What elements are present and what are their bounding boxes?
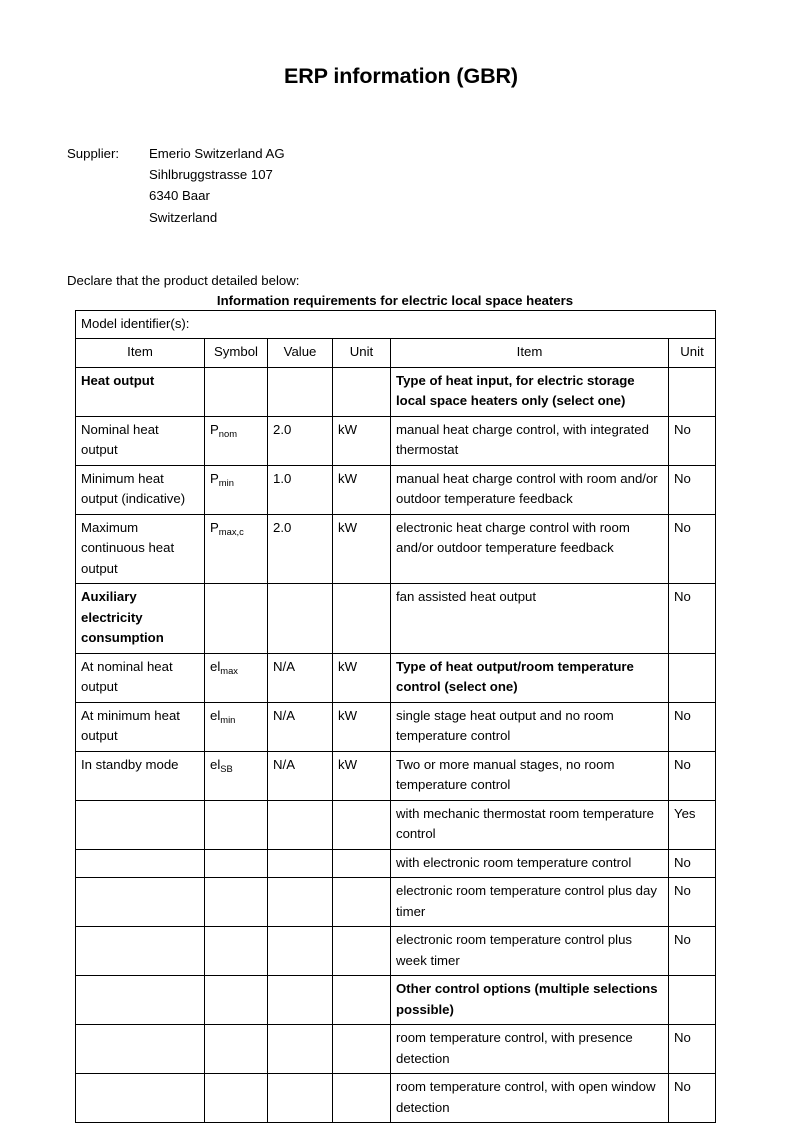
cell-item: In standby mode (76, 751, 205, 800)
table-row (76, 849, 716, 878)
cell-symbol (205, 976, 268, 1025)
cell-item-2: with electronic room temperature control (391, 849, 669, 878)
cell-item (76, 1025, 205, 1074)
cell-item-2: Other control options (multiple selections possible) (391, 976, 669, 1025)
cell-item-2: room temperature control, with presence detection (391, 1025, 669, 1074)
table-row (76, 584, 716, 654)
cell-value (268, 927, 333, 976)
cell-symbol: $P_{nom}$ (205, 416, 268, 465)
cell-unit-2: No (669, 702, 716, 751)
cell-unit-2: No (669, 751, 716, 800)
cell-symbol (205, 367, 268, 416)
cell-item-2: manual heat charge control with room and/or outdoor temperature feedback (391, 465, 669, 514)
cell-value: N/A (268, 751, 333, 800)
cell-item-2: manual heat charge control, with integrated thermostat (391, 416, 669, 465)
cell-symbol (205, 584, 268, 654)
table-header-row (76, 339, 716, 368)
cell-item: Nominal heat output (76, 416, 205, 465)
table-row (76, 927, 716, 976)
cell-item (76, 849, 205, 878)
cell-item-2: with mechanic thermostat room temperature control (391, 800, 669, 849)
supplier-label: Supplier: (67, 146, 120, 161)
cell-value (268, 1074, 333, 1123)
cell-item-2: room temperature control, with open window detection (391, 1074, 669, 1123)
declaration-text: Declare that the product detailed below: (67, 273, 300, 288)
table-row (76, 416, 716, 465)
table-row (76, 800, 716, 849)
cell-symbol: $P_{max,c}$ (205, 514, 268, 584)
page-title: ERP information (GBR) (283, 64, 518, 88)
model-identifier-row (76, 311, 716, 339)
cell-value: 1.0 (268, 465, 333, 514)
cell-unit (333, 927, 391, 976)
cell-symbol: $P_{min}$ (205, 465, 268, 514)
cell-unit: kW (333, 465, 391, 514)
cell-value (268, 584, 333, 654)
cell-symbol: $el_{max}$ (205, 653, 268, 702)
cell-symbol (205, 1025, 268, 1074)
table-row (76, 976, 716, 1025)
cell-unit: kW (333, 702, 391, 751)
cell-item: At minimum heat output (76, 702, 205, 751)
cell-item (76, 927, 205, 976)
table-row (76, 653, 716, 702)
cell-unit-2 (669, 653, 716, 702)
table-row (76, 702, 716, 751)
cell-item-2: Two or more manual stages, no room temperature control (391, 751, 669, 800)
cell-item-2: single stage heat output and no room temperature control (391, 702, 669, 751)
cell-symbol: $el_{min}$ (205, 702, 268, 751)
erp-information-table (75, 310, 716, 1123)
cell-unit (333, 849, 391, 878)
table-row (76, 367, 716, 416)
table-row (76, 1074, 716, 1123)
table-row (76, 465, 716, 514)
cell-unit-2: No (669, 927, 716, 976)
table-row (76, 751, 716, 800)
supplier-country: Switzerland (149, 209, 218, 225)
cell-item: Heat output (76, 367, 205, 416)
table-row (76, 878, 716, 927)
header-value: Value (268, 339, 333, 368)
header-unit: Unit (333, 339, 391, 368)
cell-symbol (205, 878, 268, 927)
header-symbol: Symbol (205, 339, 268, 368)
table-row (76, 514, 716, 584)
cell-value (268, 367, 333, 416)
cell-unit-2 (669, 367, 716, 416)
cell-unit-2: No (669, 878, 716, 927)
cell-value: 2.0 (268, 416, 333, 465)
cell-symbol (205, 800, 268, 849)
model-identifier-cell: Model identifier(s): (76, 311, 716, 339)
header-item: Item (76, 339, 205, 368)
cell-unit (333, 800, 391, 849)
cell-item-2: fan assisted heat output (391, 584, 669, 654)
cell-unit-2: No (669, 514, 716, 584)
header-item-2: Item (391, 339, 669, 368)
cell-unit (333, 976, 391, 1025)
cell-item-2: electronic room temperature control plus week timer (391, 927, 669, 976)
cell-unit: kW (333, 751, 391, 800)
table-row (76, 1025, 716, 1074)
cell-item-2: electronic heat charge control with room and/or outdoor temperature feedback (391, 514, 669, 584)
cell-value (268, 800, 333, 849)
cell-symbol (205, 927, 268, 976)
cell-unit: kW (333, 514, 391, 584)
cell-unit (333, 584, 391, 654)
cell-symbol (205, 1074, 268, 1123)
supplier-city: 6340 Baar (149, 188, 210, 204)
cell-unit-2: No (669, 1074, 716, 1123)
cell-item: At nominal heat output (76, 653, 205, 702)
supplier-name: Emerio Switzerland AG (149, 146, 285, 161)
cell-unit-2: No (669, 584, 716, 654)
cell-unit (333, 367, 391, 416)
supplier-street: Sihlbruggstrasse 107 (149, 167, 273, 183)
cell-item (76, 976, 205, 1025)
cell-value (268, 1025, 333, 1074)
cell-unit-2: No (669, 416, 716, 465)
cell-item (76, 800, 205, 849)
cell-unit-2: No (669, 1025, 716, 1074)
cell-item (76, 1074, 205, 1123)
cell-symbol (205, 849, 268, 878)
cell-symbol: $el_{SB}$ (205, 751, 268, 800)
cell-value (268, 878, 333, 927)
table-body (76, 311, 716, 1123)
cell-unit: kW (333, 416, 391, 465)
cell-item (76, 878, 205, 927)
cell-unit: kW (333, 653, 391, 702)
cell-value: N/A (268, 702, 333, 751)
cell-item-2: electronic room temperature control plus day timer (391, 878, 669, 927)
cell-unit-2 (669, 976, 716, 1025)
supplier-name-row (67, 143, 285, 164)
cell-unit (333, 878, 391, 927)
cell-unit-2: No (669, 849, 716, 878)
cell-value (268, 849, 333, 878)
cell-unit-2: Yes (669, 800, 716, 849)
cell-value: N/A (268, 653, 333, 702)
cell-unit-2: No (669, 465, 716, 514)
cell-item-2: Type of heat output/room temperature control (select one) (391, 653, 669, 702)
cell-item-2: Type of heat input, for electric storage local space heaters only (select one) (391, 367, 669, 416)
cell-unit (333, 1025, 391, 1074)
header-unit-2: Unit (669, 339, 716, 368)
cell-unit (333, 1074, 391, 1123)
cell-value: 2.0 (268, 514, 333, 584)
cell-item: Maximum continuous heat output (76, 514, 205, 584)
table-caption: Information requirements for electric local space heaters (216, 293, 574, 308)
cell-item: Minimum heat output (indicative) (76, 465, 205, 514)
supplier-block (67, 143, 285, 228)
cell-value (268, 976, 333, 1025)
cell-item: Auxiliary electricity consumption (76, 584, 205, 654)
